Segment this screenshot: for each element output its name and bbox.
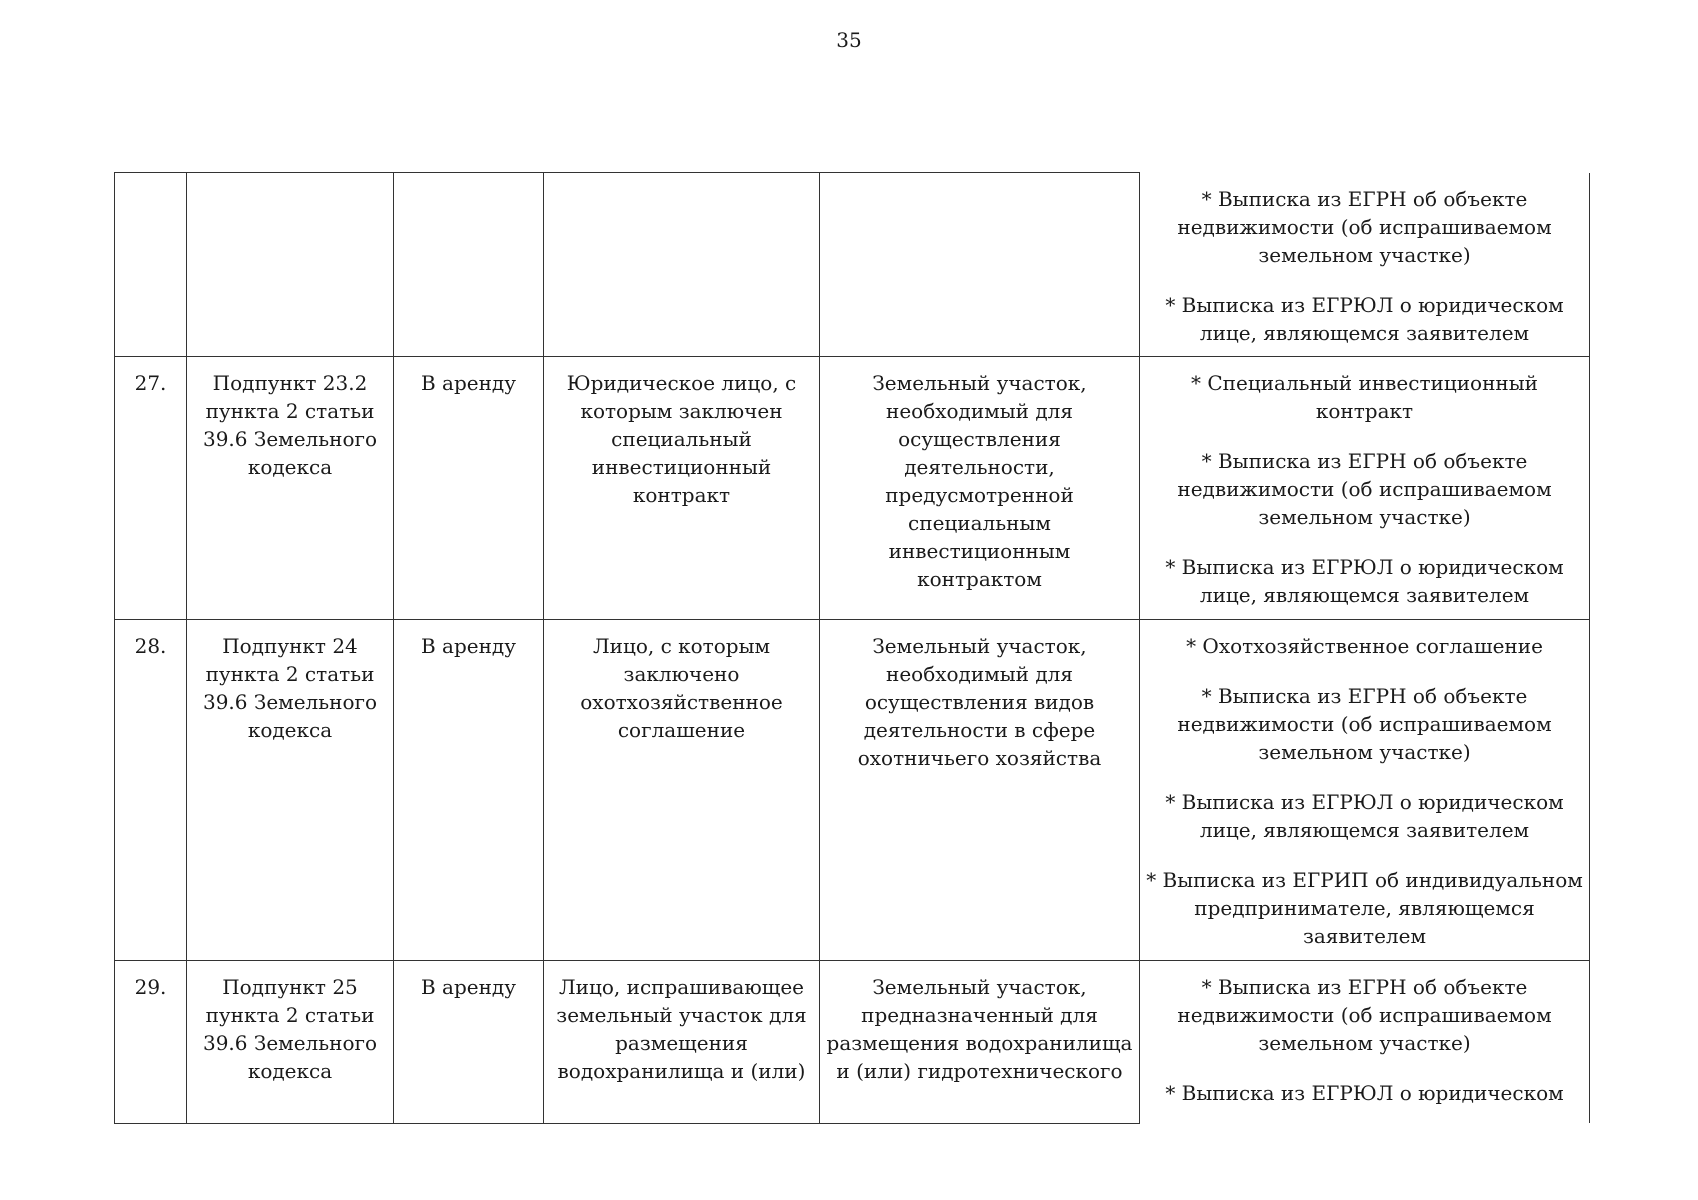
legal-basis-cell: Подпункт 25 пункта 2 статьи 39.6 Земельного кодекса: [187, 961, 394, 1124]
applicant-cell: Лицо, испрашивающее земельный участок для размещения водохранилища и (или): [544, 961, 820, 1124]
table-row: [115, 961, 1590, 1124]
applicant-cell: [544, 173, 820, 357]
document-item: * Охотхозяйственное соглашение: [1186, 634, 1543, 658]
land-plot-cell: Земельный участок, необходимый для осуществления видов деятельности в сфере охотничьего хозяйства: [820, 620, 1140, 961]
document-item: * Выписка из ЕГРИП об индивидуальном предпринимателе, являющемся заявителем: [1146, 868, 1583, 948]
documents-cell: [1140, 620, 1590, 961]
land-plot-cell: Земельный участок, предназначенный для размещения водохранилища и (или) гидротехнического: [820, 961, 1140, 1124]
legal-basis-cell: Подпункт 24 пункта 2 статьи 39.6 Земельного кодекса: [187, 620, 394, 961]
legal-basis-cell: Подпункт 23.2 пункта 2 статьи 39.6 Земельного кодекса: [187, 357, 394, 620]
document-item: * Специальный инвестиционный контракт: [1191, 371, 1538, 423]
row-number-cell: 28.: [115, 620, 187, 961]
legal-basis-cell: [187, 173, 394, 357]
land-plot-cell: [820, 173, 1140, 357]
documents-cell: [1140, 961, 1590, 1124]
table-row: [115, 173, 1590, 357]
document-item: * Выписка из ЕГРН об объекте недвижимости (об испрашиваемом земельном участке): [1177, 684, 1552, 764]
provision-type-cell: В аренду: [394, 357, 544, 620]
applicant-cell: Лицо, с которым заключено охотхозяйственное соглашение: [544, 620, 820, 961]
document-item: * Выписка из ЕГРН об объекте недвижимости (об испрашиваемом земельном участке): [1177, 975, 1552, 1055]
table-row: [115, 620, 1590, 961]
documents-cell: [1140, 357, 1590, 620]
provision-type-cell: В аренду: [394, 620, 544, 961]
document-item: * Выписка из ЕГРЮЛ о юридическом лице, являющемся заявителем: [1165, 790, 1564, 842]
document-item: * Выписка из ЕГРН об объекте недвижимости (об испрашиваемом земельном участке): [1177, 449, 1552, 529]
page-number: 35: [836, 28, 862, 52]
land-plot-table: [114, 172, 1590, 1124]
row-number-cell: [115, 173, 187, 357]
document-item: * Выписка из ЕГРЮЛ о юридическом лице, являющемся заявителем: [1165, 292, 1564, 345]
documents-cell: [1140, 173, 1590, 357]
provision-type-cell: [394, 173, 544, 357]
land-plot-cell: Земельный участок, необходимый для осуществления деятельности, предусмотренной специальным инвестиционным контрактом: [820, 357, 1140, 620]
document-item: * Выписка из ЕГРН об объекте недвижимости (об испрашиваемом земельном участке): [1177, 186, 1552, 267]
row-number-cell: 29.: [115, 961, 187, 1124]
provision-type-cell: В аренду: [394, 961, 544, 1124]
table-row: [115, 357, 1590, 620]
document-item: * Выписка из ЕГРЮЛ о юридическом: [1165, 1081, 1564, 1105]
document-item: * Выписка из ЕГРЮЛ о юридическом лице, являющемся заявителем: [1165, 555, 1564, 607]
applicant-cell: Юридическое лицо, с которым заключен специальный инвестиционный контракт: [544, 357, 820, 620]
row-number-cell: 27.: [115, 357, 187, 620]
